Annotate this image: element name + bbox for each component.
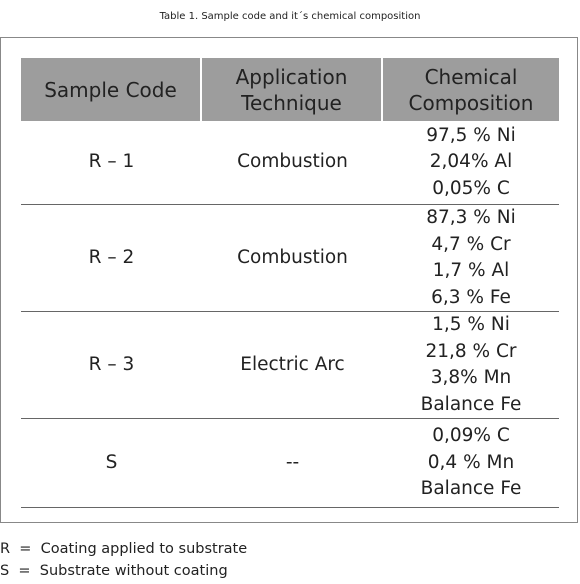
- composition-line: 97,5 % Ni: [426, 124, 516, 146]
- sample-code-cell: S: [21, 419, 202, 508]
- table-row: [21, 312, 559, 419]
- composition-line: 1,5 % Ni: [432, 314, 510, 335]
- composition-line: 1,7 % Al: [432, 260, 510, 281]
- header-chemical-line2: Composition: [408, 90, 534, 115]
- header-application-technique: [202, 58, 383, 121]
- table-frame: [0, 37, 578, 523]
- table-caption: Table 1. Sample code and it´s chemical composition: [159, 11, 421, 22]
- sample-code-cell: R – 1: [21, 121, 202, 205]
- composition-cell: [383, 121, 559, 205]
- legend-line-s: S = Substrate without coating: [0, 563, 228, 579]
- composition-line: 6,3 % Fe: [431, 286, 511, 308]
- composition-cell: [383, 419, 559, 508]
- composition-line: 0,09% C: [432, 425, 510, 447]
- composition-line: Balance Fe: [420, 393, 522, 415]
- header-sample-code: [21, 58, 202, 121]
- composition-table: [21, 58, 559, 508]
- legend-line-r: R = Coating applied to substrate: [0, 541, 248, 557]
- table-row: [21, 121, 559, 205]
- composition-cell: [383, 312, 559, 419]
- sample-code-cell: R – 2: [21, 205, 202, 312]
- composition-line: 0,05% C: [432, 177, 510, 199]
- composition-line: 4,7 % Cr: [431, 233, 511, 255]
- composition-line: 2,04% Al: [429, 151, 513, 173]
- technique-cell: Electric Arc: [202, 312, 383, 419]
- header-sample-code-label: Sample Code: [44, 77, 177, 102]
- technique-cell: Combustion: [202, 205, 383, 312]
- table-row: [21, 205, 559, 312]
- composition-line: Balance Fe: [420, 478, 522, 500]
- table-row: [21, 419, 559, 508]
- header-chemical-line1: Chemical: [424, 64, 518, 89]
- composition-line: 87,3 % Ni: [426, 207, 516, 228]
- technique-cell: --: [202, 419, 383, 508]
- header-application-line2: Technique: [241, 90, 342, 115]
- composition-line: 0,4 % Mn: [427, 451, 515, 473]
- composition-cell: [383, 205, 559, 312]
- composition-line: 21,8 % Cr: [425, 340, 517, 362]
- header-row: [21, 58, 559, 121]
- header-chemical-composition: [383, 58, 559, 121]
- header-application-line1: Application: [235, 64, 348, 89]
- composition-line: 3,8% Mn: [430, 367, 512, 388]
- technique-cell: Combustion: [202, 121, 383, 205]
- sample-code-cell: R – 3: [21, 312, 202, 419]
- table-body: [21, 121, 559, 508]
- table-header: [21, 58, 559, 121]
